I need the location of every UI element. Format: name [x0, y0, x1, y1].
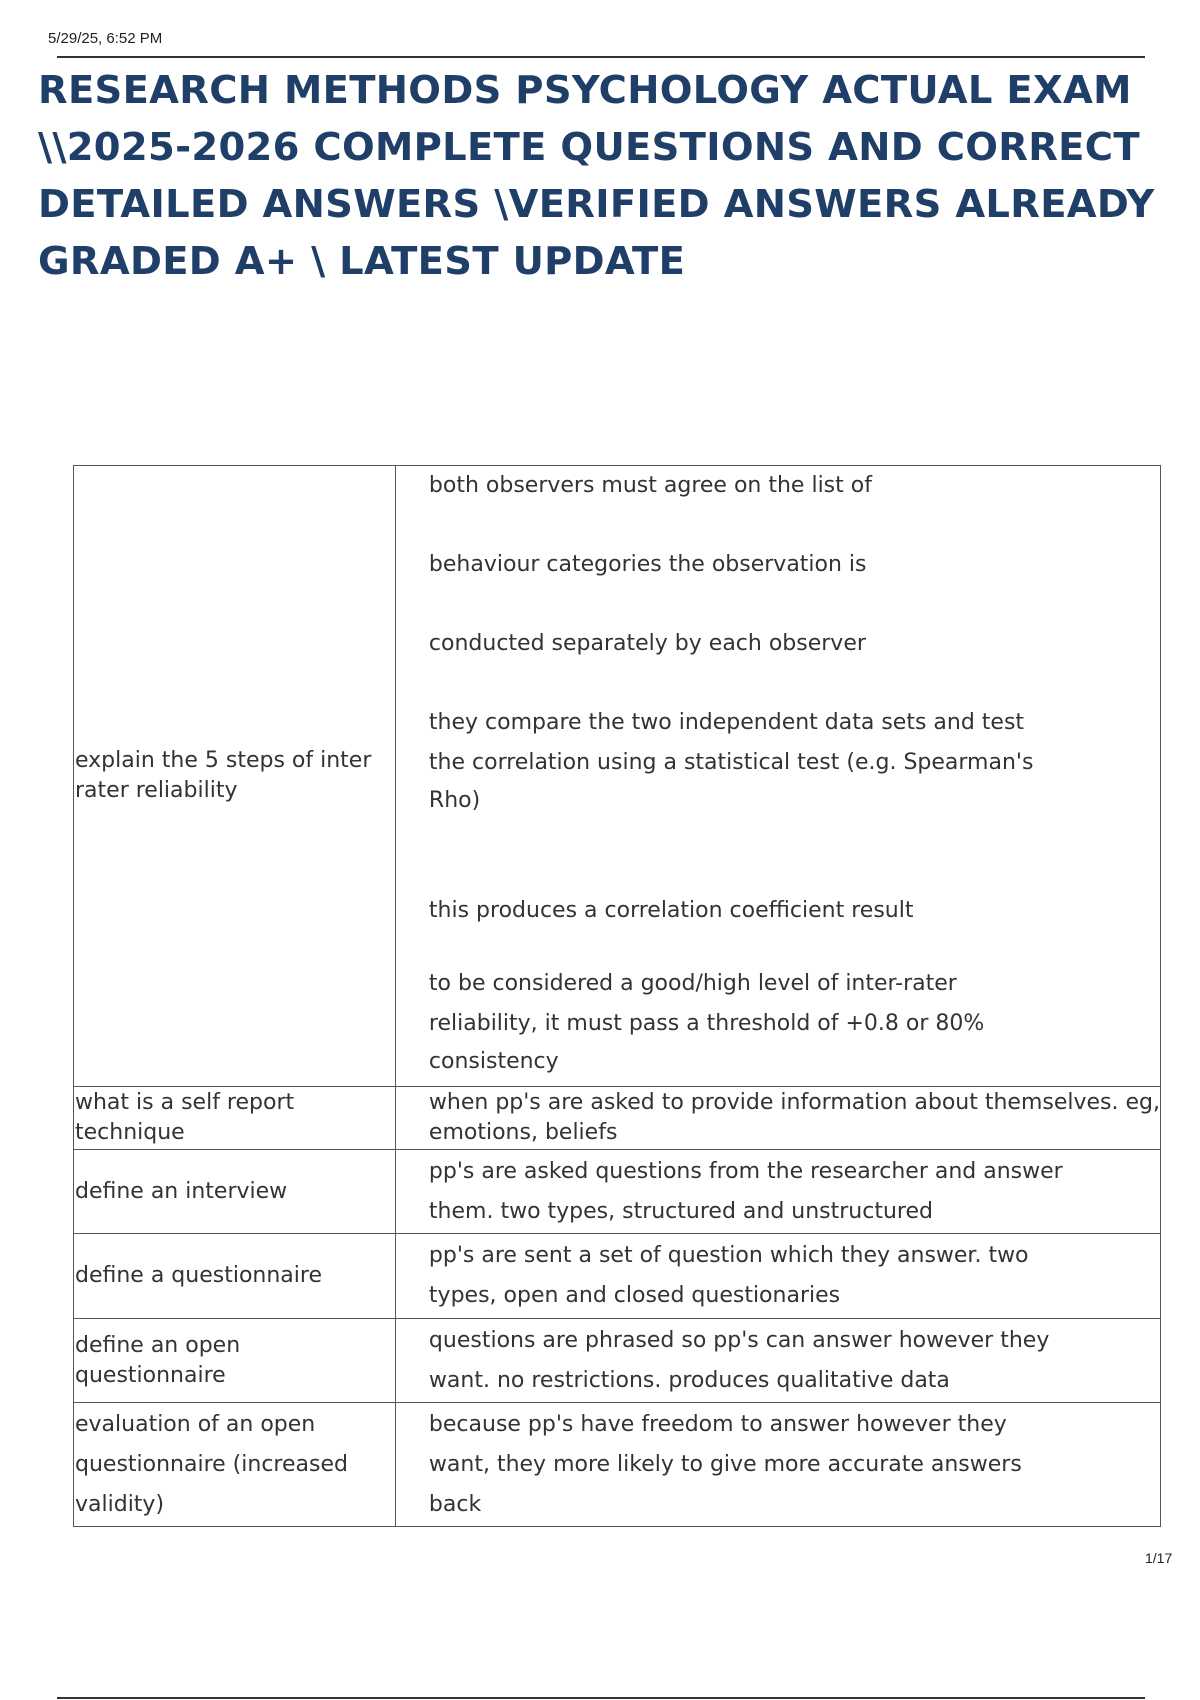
answer-cell	[395, 466, 1160, 1087]
table-row	[74, 1403, 1161, 1527]
table-row	[74, 1319, 1161, 1403]
title-line: DETAILED ANSWERS \VERIFIED ANSWERS ALREADY	[38, 182, 1155, 227]
answer-cell	[395, 1087, 1160, 1150]
answer-line: them. two types, structured and unstructured	[428, 1198, 933, 1224]
answer-line: types, open and closed questionaries	[428, 1283, 841, 1308]
answer-cell	[395, 1150, 1160, 1234]
question-cell	[74, 466, 396, 1087]
question-text: define a questionnaire	[75, 1263, 322, 1288]
answer-line: questions are phrased so pp's can answer however they	[428, 1327, 1050, 1353]
question-text-line: questionnaire (increased	[75, 1451, 348, 1477]
table-row	[74, 1150, 1161, 1234]
answer-line: emotions, beliefs	[428, 1120, 618, 1145]
answer-line: want. no restrictions. produces qualitative data	[428, 1367, 950, 1393]
answer-line: pp's are asked questions from the researcher and answer	[428, 1158, 1063, 1184]
answer-line: reliability, it must pass a threshold of +0.8 or 80%	[428, 1011, 985, 1036]
question-text-line: evaluation of an open	[75, 1411, 316, 1437]
answer-line: both observers must agree on the list of	[428, 473, 872, 498]
question-text: define an interview	[75, 1178, 288, 1204]
title-line: \\2025-2026 COMPLETE QUESTIONS AND CORRECT	[38, 125, 1140, 170]
answer-line: pp's are sent a set of question which they answer. two	[428, 1243, 1029, 1268]
answer-line: back	[428, 1491, 482, 1517]
question-text: define an open questionnaire	[75, 1332, 241, 1388]
question-cell	[74, 1087, 396, 1150]
title-line: RESEARCH METHODS PSYCHOLOGY ACTUAL EXAM	[38, 68, 1132, 113]
answer-cell	[395, 1234, 1160, 1319]
question-text: what is a self report technique	[75, 1090, 295, 1145]
answer-line: they compare the two independent data sets and test	[428, 710, 1025, 735]
table-row	[74, 466, 1161, 1087]
question-cell	[74, 1319, 396, 1403]
answer-line: want, they more likely to give more accurate answers	[428, 1451, 1022, 1477]
answer-cell	[395, 1319, 1160, 1403]
answer-line: the correlation using a statistical test (e.g. Spearman's	[428, 750, 1034, 775]
question-text: explain the 5 steps of inter rater reliability	[75, 748, 372, 803]
page-number: 1/17	[1145, 1550, 1173, 1566]
question-cell	[74, 1403, 396, 1527]
header-divider	[57, 56, 1145, 58]
flashcard-table	[73, 465, 1161, 1527]
answer-line: Rho)	[428, 788, 481, 813]
table-row	[74, 1234, 1161, 1319]
answer-line: consistency	[428, 1049, 559, 1074]
footer-divider	[57, 1697, 1145, 1699]
question-cell	[74, 1150, 396, 1234]
answer-line: behaviour categories the observation is	[428, 552, 867, 577]
document-title	[38, 62, 1188, 290]
question-cell	[74, 1234, 396, 1319]
answer-line: because pp's have freedom to answer however they	[428, 1411, 1007, 1437]
answer-cell	[395, 1403, 1160, 1527]
question-text-line: validity)	[75, 1491, 165, 1517]
answer-line: to be considered a good/high level of inter-rater	[428, 971, 957, 996]
answer-line: this produces a correlation coefficient result	[428, 898, 914, 923]
title-line: GRADED A+ \ LATEST UPDATE	[38, 239, 686, 284]
answer-line: conducted separately by each observer	[428, 631, 866, 656]
print-timestamp: 5/29/25, 6:52 PM	[48, 30, 163, 47]
answer-line: when pp's are asked to provide information about themselves. eg,	[428, 1090, 1160, 1115]
table-row	[74, 1087, 1161, 1150]
